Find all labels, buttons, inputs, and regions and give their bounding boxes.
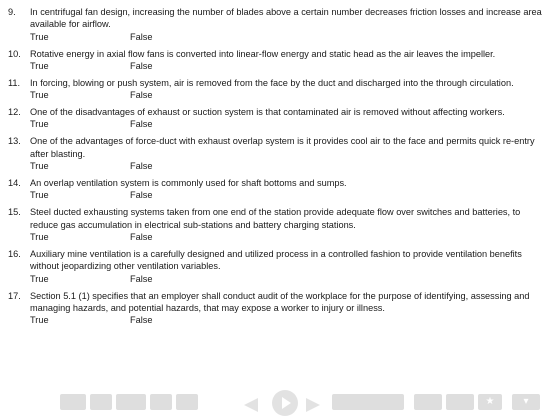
- answer-options: [30, 89, 554, 101]
- answer-options: [30, 118, 554, 130]
- answer-true-option[interactable]: True: [30, 119, 49, 130]
- player-control-button[interactable]: [116, 394, 146, 410]
- answer-true-option[interactable]: True: [30, 60, 49, 71]
- question-text: In forcing, blowing or push system, air is removed from the face by the duct and discharged into the through circulation.: [30, 77, 514, 88]
- question-number: 14.: [8, 178, 21, 189]
- answer-false-option[interactable]: False: [130, 90, 153, 101]
- answer-true-option[interactable]: True: [30, 31, 49, 42]
- question-item: [0, 248, 554, 285]
- video-player-controls: [0, 390, 554, 412]
- question-item: [0, 77, 554, 101]
- star-icon: ★: [485, 396, 495, 407]
- answer-false-option[interactable]: False: [130, 161, 153, 172]
- player-control-button[interactable]: [60, 394, 86, 410]
- menu-toggle-button[interactable]: [512, 394, 540, 410]
- player-progress-bar[interactable]: [332, 394, 404, 410]
- question-text: An overlap ventilation system is commonly used for shaft bottoms and sumps.: [30, 178, 347, 189]
- previous-icon[interactable]: [244, 398, 258, 412]
- question-item: [0, 48, 554, 72]
- answer-true-option[interactable]: True: [30, 231, 49, 242]
- question-text: One of the advantages of force-duct with exhaust overlap system is it provides cool air to the face and permits quick re-entry after blasting.: [30, 136, 535, 159]
- question-number: 13.: [8, 136, 21, 147]
- question-text: One of the disadvantages of exhaust or suction system is that contaminated air is removed without affecting workers.: [30, 107, 505, 118]
- answer-true-option[interactable]: True: [30, 190, 49, 201]
- player-control-button[interactable]: [446, 394, 474, 410]
- question-number: 12.: [8, 107, 21, 118]
- answer-true-option[interactable]: True: [30, 90, 49, 101]
- question-number: 16.: [8, 248, 21, 259]
- answer-options: [30, 60, 554, 72]
- question-text: Auxiliary mine ventilation is a carefully designed and utilized process in a controlled fashion to provide ventilation benefits without jeopardizing other ventilation variables.: [30, 248, 522, 272]
- star-button[interactable]: [478, 394, 502, 410]
- question-item: [0, 135, 554, 172]
- answer-true-option[interactable]: True: [30, 161, 49, 172]
- question-number: 15.: [8, 207, 21, 218]
- answer-false-option[interactable]: False: [130, 119, 153, 130]
- answer-options: [30, 231, 554, 243]
- answer-options: [30, 160, 554, 172]
- answer-options: [30, 273, 554, 285]
- answer-true-option[interactable]: True: [30, 315, 49, 326]
- question-item: [0, 177, 554, 201]
- question-number: 10.: [8, 48, 21, 59]
- question-number: 9.: [8, 7, 16, 17]
- answer-options: [30, 189, 554, 201]
- next-icon[interactable]: [306, 398, 320, 412]
- answer-false-option[interactable]: False: [130, 315, 153, 326]
- answer-false-option[interactable]: False: [130, 190, 153, 201]
- answer-true-option[interactable]: True: [30, 273, 49, 284]
- play-button[interactable]: [272, 390, 298, 416]
- question-number: 11.: [8, 77, 21, 88]
- play-icon: [282, 397, 291, 409]
- quiz-question-list: [0, 6, 554, 331]
- answer-false-option[interactable]: False: [130, 60, 153, 71]
- question-number: 17.: [8, 290, 21, 301]
- question-item: [0, 290, 554, 327]
- player-control-button[interactable]: [90, 394, 112, 410]
- chevron-down-icon: ▾: [523, 396, 529, 407]
- question-text: In centrifugal fan design, increasing the number of blades above a certain number decreases friction losses and increase area available for airflow.: [30, 7, 542, 30]
- answer-false-option[interactable]: False: [130, 31, 153, 42]
- player-control-button[interactable]: [176, 394, 198, 410]
- question-item: [0, 206, 554, 243]
- player-control-button[interactable]: [414, 394, 442, 410]
- answer-false-option[interactable]: False: [130, 273, 153, 284]
- question-item: [0, 6, 554, 43]
- question-item: [0, 106, 554, 130]
- answer-options: [30, 31, 554, 43]
- question-text: Rotative energy in axial flow fans is converted into linear-flow energy and static head as the air leaves the impeller.: [30, 48, 496, 59]
- question-text: Steel ducted exhausting systems taken from one end of the station provide adequate flow over switches and batteries, to reduce gas accumulation in electrical sub-stations and battery charging stations.: [30, 207, 521, 230]
- question-text: Section 5.1 (1) specifies that an employer shall conduct audit of the workplace for the purpose of identifying, assessing and managing hazards, and potential hazards, that may expose a worker to injury or illness.: [30, 290, 530, 313]
- answer-false-option[interactable]: False: [130, 231, 153, 242]
- answer-options: [30, 314, 554, 326]
- player-control-button[interactable]: [150, 394, 172, 410]
